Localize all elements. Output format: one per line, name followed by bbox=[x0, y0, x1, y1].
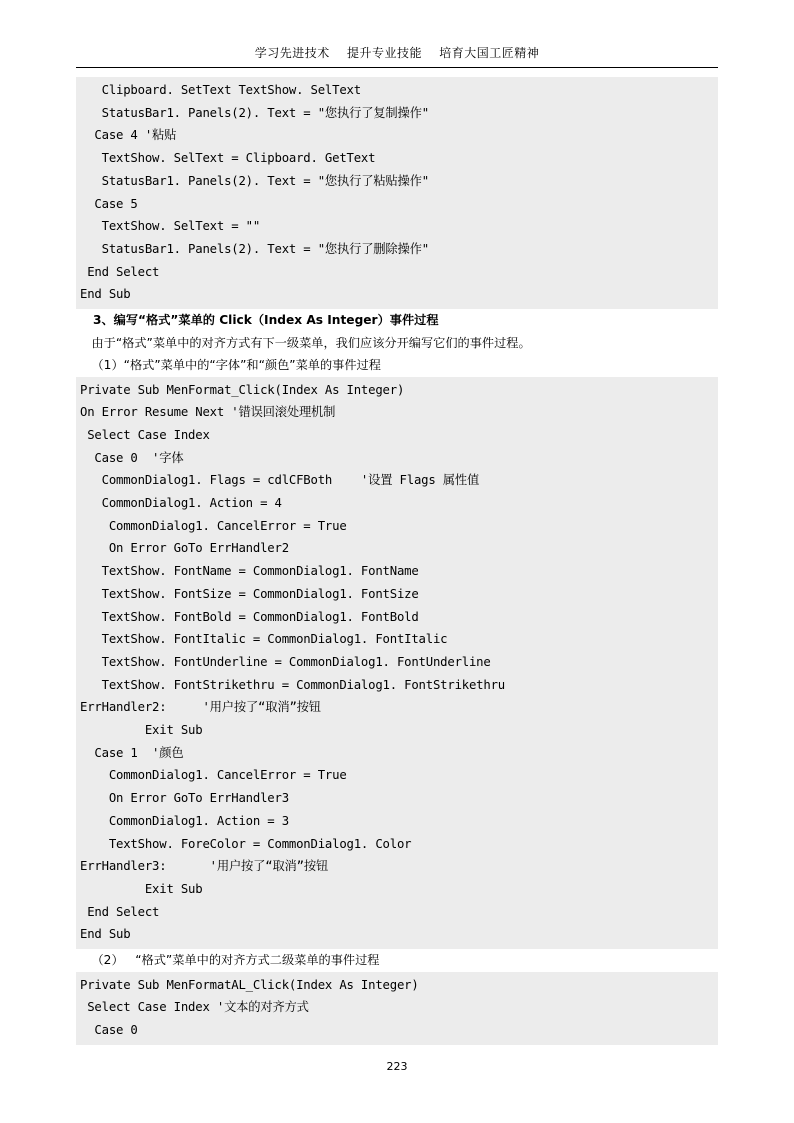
code-line: TextShow. FontName = CommonDialog1. FontName bbox=[80, 564, 419, 579]
code-line: End Sub bbox=[80, 927, 131, 942]
code-block-edit-menu bbox=[76, 77, 718, 309]
code-line: Clipboard. SetText TextShow. SelText bbox=[80, 83, 361, 97]
document-body bbox=[76, 77, 718, 1045]
code-line: Private Sub MenFormatAL_Click(Index As Integer) bbox=[80, 977, 419, 992]
section-heading-3: 3、编写“格式”菜单的 Click（Index As Integer）事件过程 bbox=[76, 313, 439, 328]
code-line: Exit Sub bbox=[80, 882, 203, 896]
code-line: Case 4 '粘贴 bbox=[80, 128, 177, 143]
code-line: On Error GoTo ErrHandler2 bbox=[80, 541, 289, 556]
header-divider bbox=[76, 67, 718, 68]
code-line: ErrHandler3: '用户按了“取消”按钮 bbox=[80, 859, 329, 874]
code-line: CommonDialog1. Flags = cdlCFBoth '设置 Flags 属性值 bbox=[80, 473, 480, 488]
code-line: TextShow. FontStrikethru = CommonDialog1. FontStrikethru bbox=[80, 677, 505, 692]
code-line: On Error Resume Next '错误回滚处理机制 bbox=[80, 405, 336, 420]
paragraph-sub-2: （2） “格式”菜单中的对齐方式二级菜单的事件过程 bbox=[76, 953, 380, 968]
code-line: ErrHandler2: '用户按了“取消”按钮 bbox=[80, 700, 321, 715]
code-line: CommonDialog1. CancelError = True bbox=[80, 518, 347, 533]
code-line: StatusBar1. Panels(2). Text = "您执行了删除操作" bbox=[80, 241, 429, 256]
code-block-menformatal-click bbox=[76, 972, 718, 1045]
code-line: CommonDialog1. Action = 3 bbox=[80, 813, 289, 828]
code-line: Select Case Index bbox=[80, 427, 210, 442]
code-line: StatusBar1. Panels(2). Text = "您执行了复制操作" bbox=[80, 105, 429, 120]
code-line: On Error GoTo ErrHandler3 bbox=[80, 791, 289, 806]
code-line: TextShow. SelText = "" bbox=[80, 219, 261, 234]
code-line: Private Sub MenFormat_Click(Index As Integer) bbox=[80, 382, 405, 397]
code-line: TextShow. FontSize = CommonDialog1. FontSize bbox=[80, 586, 419, 601]
code-line: Case 1 '颜色 bbox=[80, 745, 184, 760]
code-line: Case 0 bbox=[80, 1023, 138, 1038]
code-line: Select Case Index '文本的对齐方式 bbox=[80, 1000, 309, 1015]
page-footer bbox=[0, 1060, 794, 1073]
code-line: TextShow. FontItalic = CommonDialog1. FontItalic bbox=[80, 632, 448, 647]
page-header bbox=[76, 0, 718, 68]
code-line: CommonDialog1. Action = 4 bbox=[80, 496, 282, 511]
page-number: 223 bbox=[386, 1060, 408, 1073]
code-line: TextShow. ForeColor = CommonDialog1. Color bbox=[80, 836, 412, 851]
header-text: 学习先进技术 提升专业技能 培育大国工匠精神 bbox=[254, 46, 540, 60]
paragraph-format-menu-note: 由于“格式”菜单中的对齐方式有下一级菜单，我们应该分开编写它们的事件过程。 bbox=[76, 335, 531, 350]
code-line: End Sub bbox=[80, 287, 131, 302]
code-line: TextShow. SelText = Clipboard. GetText bbox=[80, 151, 376, 166]
code-line: TextShow. FontUnderline = CommonDialog1. FontUnderline bbox=[80, 654, 491, 669]
code-line: Case 5 bbox=[80, 196, 138, 211]
code-line: End Select bbox=[80, 904, 160, 919]
code-line: Case 0 '字体 bbox=[80, 450, 184, 465]
code-line: End Select bbox=[80, 264, 160, 279]
code-line: TextShow. FontBold = CommonDialog1. FontBold bbox=[80, 609, 419, 624]
paragraph-sub-1: （1）“格式”菜单中的“字体”和“颜色”菜单的事件过程 bbox=[76, 358, 381, 373]
code-line: StatusBar1. Panels(2). Text = "您执行了粘贴操作" bbox=[80, 173, 429, 188]
code-line: CommonDialog1. CancelError = True bbox=[80, 768, 347, 783]
code-block-menformat-click bbox=[76, 377, 718, 950]
code-line: Exit Sub bbox=[80, 723, 203, 738]
